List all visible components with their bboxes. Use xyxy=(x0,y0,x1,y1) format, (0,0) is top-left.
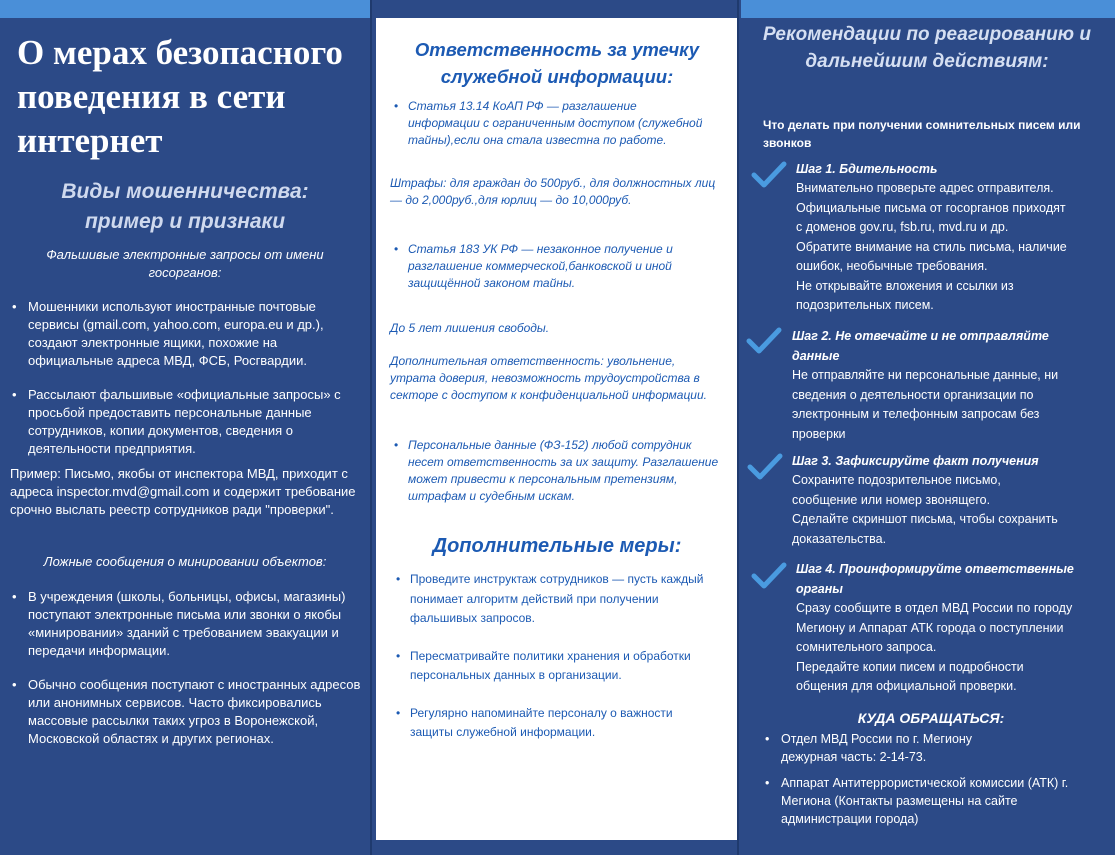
checkmark-icon xyxy=(746,326,782,356)
step-line: сообщение или номер звонящего. xyxy=(792,492,991,507)
list-item: • Регулярно напоминайте персоналу о важности защиты служебной информации. xyxy=(392,704,707,743)
list-item: • Обычно сообщения поступают с иностранных адресов или анонимных сервисов. Часто фиксировались массовые рассылки таких угроз в Воронежской, Московской областях и других регионах. xyxy=(10,676,362,748)
step-title: Шаг 4. Проинформируйте ответственные органы xyxy=(796,562,1074,596)
step-line: Обратите внимание на стиль письма, наличие xyxy=(796,239,1067,254)
column-divider xyxy=(370,0,372,855)
step-line: сомнительного запроса. xyxy=(796,640,937,654)
liability-item-1 xyxy=(390,98,705,149)
list-item: • Статья 13.14 КоАП РФ — разглашение информации с ограниченным доступом (служебной тайны),если она стала известна по работе. xyxy=(390,98,705,149)
extra-liability-text: Дополнительная ответственность: увольнение, утрата доверия, невозможность трудоустройства в секторе с доступом к конфиденциальной информации. xyxy=(390,354,707,402)
page-title: О мерах безопасного поведения в сети интернет xyxy=(17,33,343,160)
list-item: • Аппарат Антитеррористической комиссии (АТК) г. Мегиона (Контакты размещены на сайте администрации города) xyxy=(763,774,1096,828)
contacts-list xyxy=(763,730,1108,836)
step-line: с доменов gov.ru, fsb.ru, mvd.ru и др. xyxy=(796,220,1009,234)
step-line: Официальные письма от госорганов приходят xyxy=(796,200,1066,215)
right-panel xyxy=(739,0,1115,855)
list-item: • Рассылают фальшивые «официальные запросы» с просьбой предоставить персональные данные сотрудников, копии документов, сведения о деятельности предприятия. xyxy=(10,386,362,458)
measures-list xyxy=(392,570,707,743)
middle-panel xyxy=(372,0,739,855)
step-4 xyxy=(796,559,1111,697)
checkmark-icon xyxy=(751,561,787,591)
step-line: Внимательно проверьте адрес отправителя. xyxy=(796,181,1054,195)
checkmark-icon xyxy=(751,160,787,190)
list-item: • Пересматривайте политики хранения и обработки персональных данных в организации. xyxy=(392,647,707,686)
recommendations-title: Рекомендации по реагированию и дальнейшим действиям: xyxy=(762,24,1091,72)
list-item: • Статья 183 УК РФ — незаконное получение и разглашение коммерческой,банковской и иной защищённой законом тайны. xyxy=(390,241,705,292)
step-line: сведения о деятельности организации по xyxy=(792,387,1034,402)
step-line: проверки xyxy=(792,426,846,441)
liability-title: Ответственность за утечку служебной информации: xyxy=(414,39,700,87)
bomb-threats-list xyxy=(10,588,362,764)
step-line: Сразу сообщите в отдел МВД России по городу xyxy=(796,601,1073,615)
step-line: доказательства. xyxy=(792,531,887,546)
fraud-types-subtitle: Виды мошенничества: пример и признаки xyxy=(61,180,309,233)
middle-white-card xyxy=(376,18,738,840)
fake-requests-heading: Фальшивые электронные запросы от имени госорганов: xyxy=(46,247,324,280)
step-line: общения для официальной проверки. xyxy=(796,679,1017,693)
step-title: Шаг 2. Не отвечайте и не отправляйте данные xyxy=(792,329,1049,363)
recommendations-lead: Что делать при получении сомнительных писем или звонков xyxy=(763,118,1081,150)
measures-title: Дополнительные меры: xyxy=(432,535,682,557)
list-item: • Мошенники используют иностранные почтовые сервисы (gmail.com, yahoo.com, europa.eu и др.), создают электронные ящики, похожие на официальные адреса МВД, ФСБ, Росгвардии. xyxy=(10,298,362,370)
step-title: Шаг 1. Бдительность xyxy=(796,162,938,176)
step-title: Шаг 3. Зафиксируйте факт получения xyxy=(792,454,1039,468)
fake-requests-list xyxy=(10,298,362,474)
left-panel xyxy=(0,0,372,855)
step-line: Мегиону и Аппарат АТК города о поступлении xyxy=(796,620,1064,635)
liability-item-2 xyxy=(390,241,705,292)
bomb-threats-heading: Ложные сообщения о минировании объектов: xyxy=(43,554,327,569)
column-divider xyxy=(737,0,739,855)
step-line: Не открывайте вложения и ссылки из xyxy=(796,278,1014,293)
list-item: • Персональные данные (ФЗ-152) любой сотрудник несет ответственность за их защиту. Разглашение может привести к персональным претензиям, штрафам и судебным искам. xyxy=(390,437,720,505)
step-line: Сохраните подозрительное письмо, xyxy=(792,473,1001,487)
liability-item-3 xyxy=(390,437,720,505)
step-line: Не отправляйте ни персональные данные, ни xyxy=(792,368,1059,382)
list-item: • Проведите инструктаж сотрудников — пусть каждый понимает алгоритм действий при получении фальшивых запросов. xyxy=(392,570,707,629)
step-line: электронным и телефонным запросам без xyxy=(792,407,1040,421)
step-3 xyxy=(792,451,1110,549)
checkmark-icon xyxy=(747,452,783,482)
list-item: • В учреждения (школы, больницы, офисы, магазины) поступают электронные письма или звонки о якобы «минировании» зданий с требованием эвакуации и передачи информации. xyxy=(10,588,362,660)
step-line: Сделайте скриншот письма, чтобы сохранить xyxy=(792,512,1058,526)
right-top-bar xyxy=(741,0,1115,18)
left-top-bar xyxy=(0,0,372,18)
step-1 xyxy=(796,159,1111,316)
prison-text: До 5 лет лишения свободы. xyxy=(390,321,550,335)
step-2 xyxy=(792,326,1110,444)
list-item: • Отдел МВД России по г. Мегиону дежурная часть: 2-14-73. xyxy=(763,730,991,766)
example-text: Пример: Письмо, якобы от инспектора МВД, приходит с адреса inspector.mvd@gmail.com и содержит требование срочно выслать реестр сотрудников ради "проверки". xyxy=(10,466,356,517)
step-line: Передайте копии писем и подробности xyxy=(796,659,1024,674)
step-line: подозрительных писем. xyxy=(796,298,934,312)
fines-text: Штрафы: для граждан до 500руб., для должностных лиц — до 2,000руб.,для юрлиц — до 10,000руб. xyxy=(390,176,716,207)
step-line: ошибок, необычные требования. xyxy=(796,259,988,273)
where-to-apply-title: КУДА ОБРАЩАТЬСЯ: xyxy=(857,710,1005,726)
